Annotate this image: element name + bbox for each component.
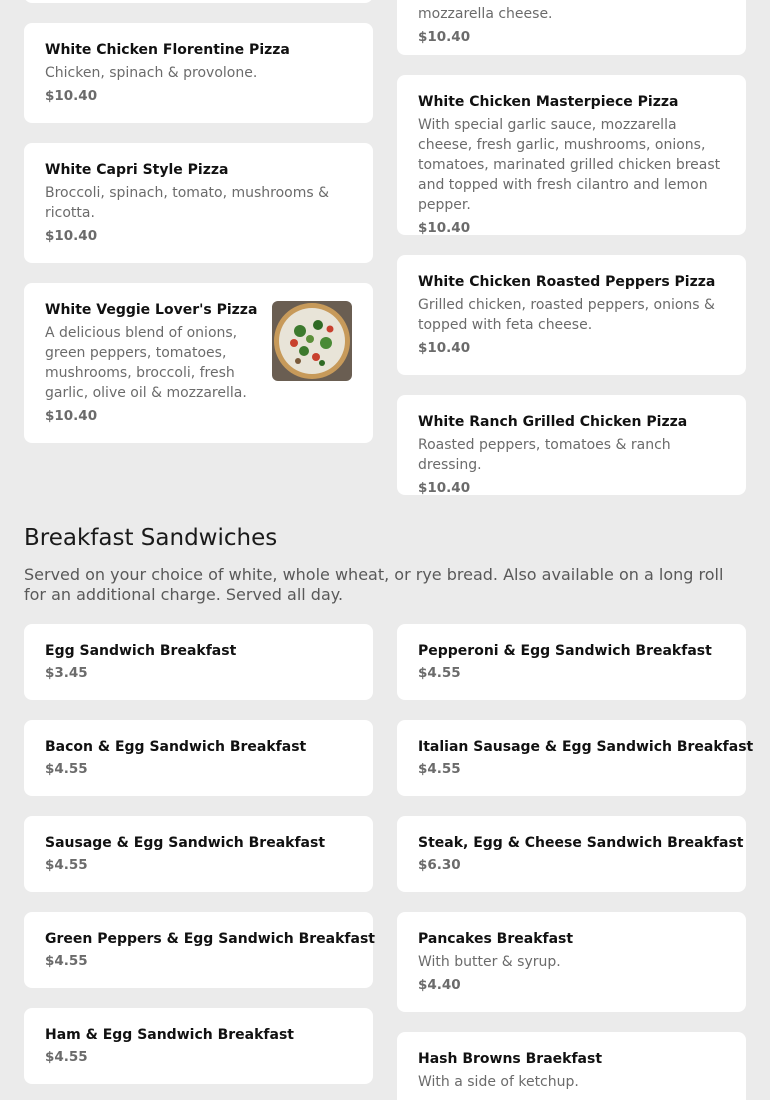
- item-name: White Veggie Lover's Pizza: [45, 302, 258, 318]
- item-name: Hash Browns Braekfast: [418, 1051, 603, 1067]
- item-name: Egg Sandwich Breakfast: [45, 643, 237, 659]
- item-name: Steak, Egg & Cheese Sandwich Breakfast: [418, 835, 744, 851]
- menu-item-card[interactable]: [397, 255, 746, 375]
- item-price: $10.40: [418, 480, 471, 496]
- item-price: $4.55: [418, 761, 461, 777]
- item-price: $4.55: [418, 665, 461, 681]
- item-name: Sausage & Egg Sandwich Breakfast: [45, 835, 326, 851]
- item-name: White Chicken Florentine Pizza: [45, 42, 290, 58]
- item-price: $4.55: [45, 953, 88, 969]
- menu-item-card[interactable]: [397, 816, 746, 892]
- item-price: $10.40: [418, 29, 471, 45]
- item-price: $10.40: [45, 408, 98, 424]
- item-description: Grilled chicken, roasted peppers, onions & topped with feta cheese.: [418, 297, 715, 333]
- item-price: $4.55: [45, 761, 88, 777]
- menu-item-card[interactable]: [24, 912, 373, 988]
- item-description: With butter & syrup.: [418, 954, 561, 970]
- menu-item-card[interactable]: [397, 624, 746, 700]
- menu-item-card[interactable]: [397, 912, 746, 1012]
- item-description: Broccoli, spinach, tomato, mushrooms & ricotta.: [45, 185, 330, 221]
- menu-item-card-partial[interactable]: [24, 0, 373, 3]
- menu-item-card[interactable]: [397, 720, 754, 796]
- item-description: Roasted peppers, tomatoes & ranch dressing.: [418, 437, 671, 473]
- menu-item-card[interactable]: [24, 1008, 373, 1084]
- section-description: Served on your choice of white, whole wheat, or rye bread. Also available on a long roll for an additional charge. Served all day.: [24, 565, 724, 604]
- item-name: White Ranch Grilled Chicken Pizza: [418, 414, 688, 430]
- item-name: Italian Sausage & Egg Sandwich Breakfast: [418, 739, 754, 755]
- item-name: Green Peppers & Egg Sandwich Breakfast: [45, 931, 375, 947]
- item-price: $10.40: [45, 228, 98, 244]
- item-description: mozzarella cheese.: [418, 6, 553, 22]
- item-name: White Chicken Roasted Peppers Pizza: [418, 274, 716, 290]
- menu-item-card[interactable]: [24, 23, 373, 123]
- section-title: Breakfast Sandwiches: [24, 525, 278, 551]
- item-name: White Capri Style Pizza: [45, 162, 229, 178]
- item-description: A delicious blend of onions, green peppers, tomatoes, mushrooms, broccoli, fresh garlic, olive oil & mozzarella.: [45, 325, 247, 401]
- menu-item-card[interactable]: [24, 624, 373, 700]
- menu-item-card[interactable]: [24, 283, 373, 443]
- item-price: $3.45: [45, 665, 88, 681]
- item-description: Chicken, spinach & provolone.: [45, 65, 258, 81]
- menu-item-card[interactable]: [397, 75, 746, 235]
- item-price: $4.55: [45, 857, 88, 873]
- item-price: $4.40: [418, 977, 461, 993]
- menu-item-card[interactable]: [397, 395, 746, 495]
- item-name: Ham & Egg Sandwich Breakfast: [45, 1027, 294, 1043]
- menu-item-card[interactable]: [24, 720, 373, 796]
- item-description: With a side of ketchup.: [418, 1074, 579, 1090]
- item-price: $10.40: [418, 340, 471, 356]
- item-price: $10.40: [45, 88, 98, 104]
- item-price: $4.55: [45, 1049, 88, 1065]
- item-description: With special garlic sauce, mozzarella cheese, fresh garlic, mushrooms, onions, tomatoes, marinated grilled chicken breast and topped with fresh cilantro and lemon pepper.: [418, 117, 721, 213]
- pizza-photo-icon: [272, 301, 352, 381]
- item-price: $10.40: [418, 220, 471, 236]
- item-name: Bacon & Egg Sandwich Breakfast: [45, 739, 307, 755]
- menu-item-card[interactable]: [24, 816, 373, 892]
- item-price: $6.30: [418, 857, 461, 873]
- menu-item-card[interactable]: [24, 143, 373, 263]
- menu-item-card[interactable]: [397, 1032, 746, 1100]
- menu-item-card-partial[interactable]: [397, 0, 746, 55]
- item-name: White Chicken Masterpiece Pizza: [418, 94, 679, 110]
- item-name: Pepperoni & Egg Sandwich Breakfast: [418, 643, 712, 659]
- item-name: Pancakes Breakfast: [418, 931, 574, 947]
